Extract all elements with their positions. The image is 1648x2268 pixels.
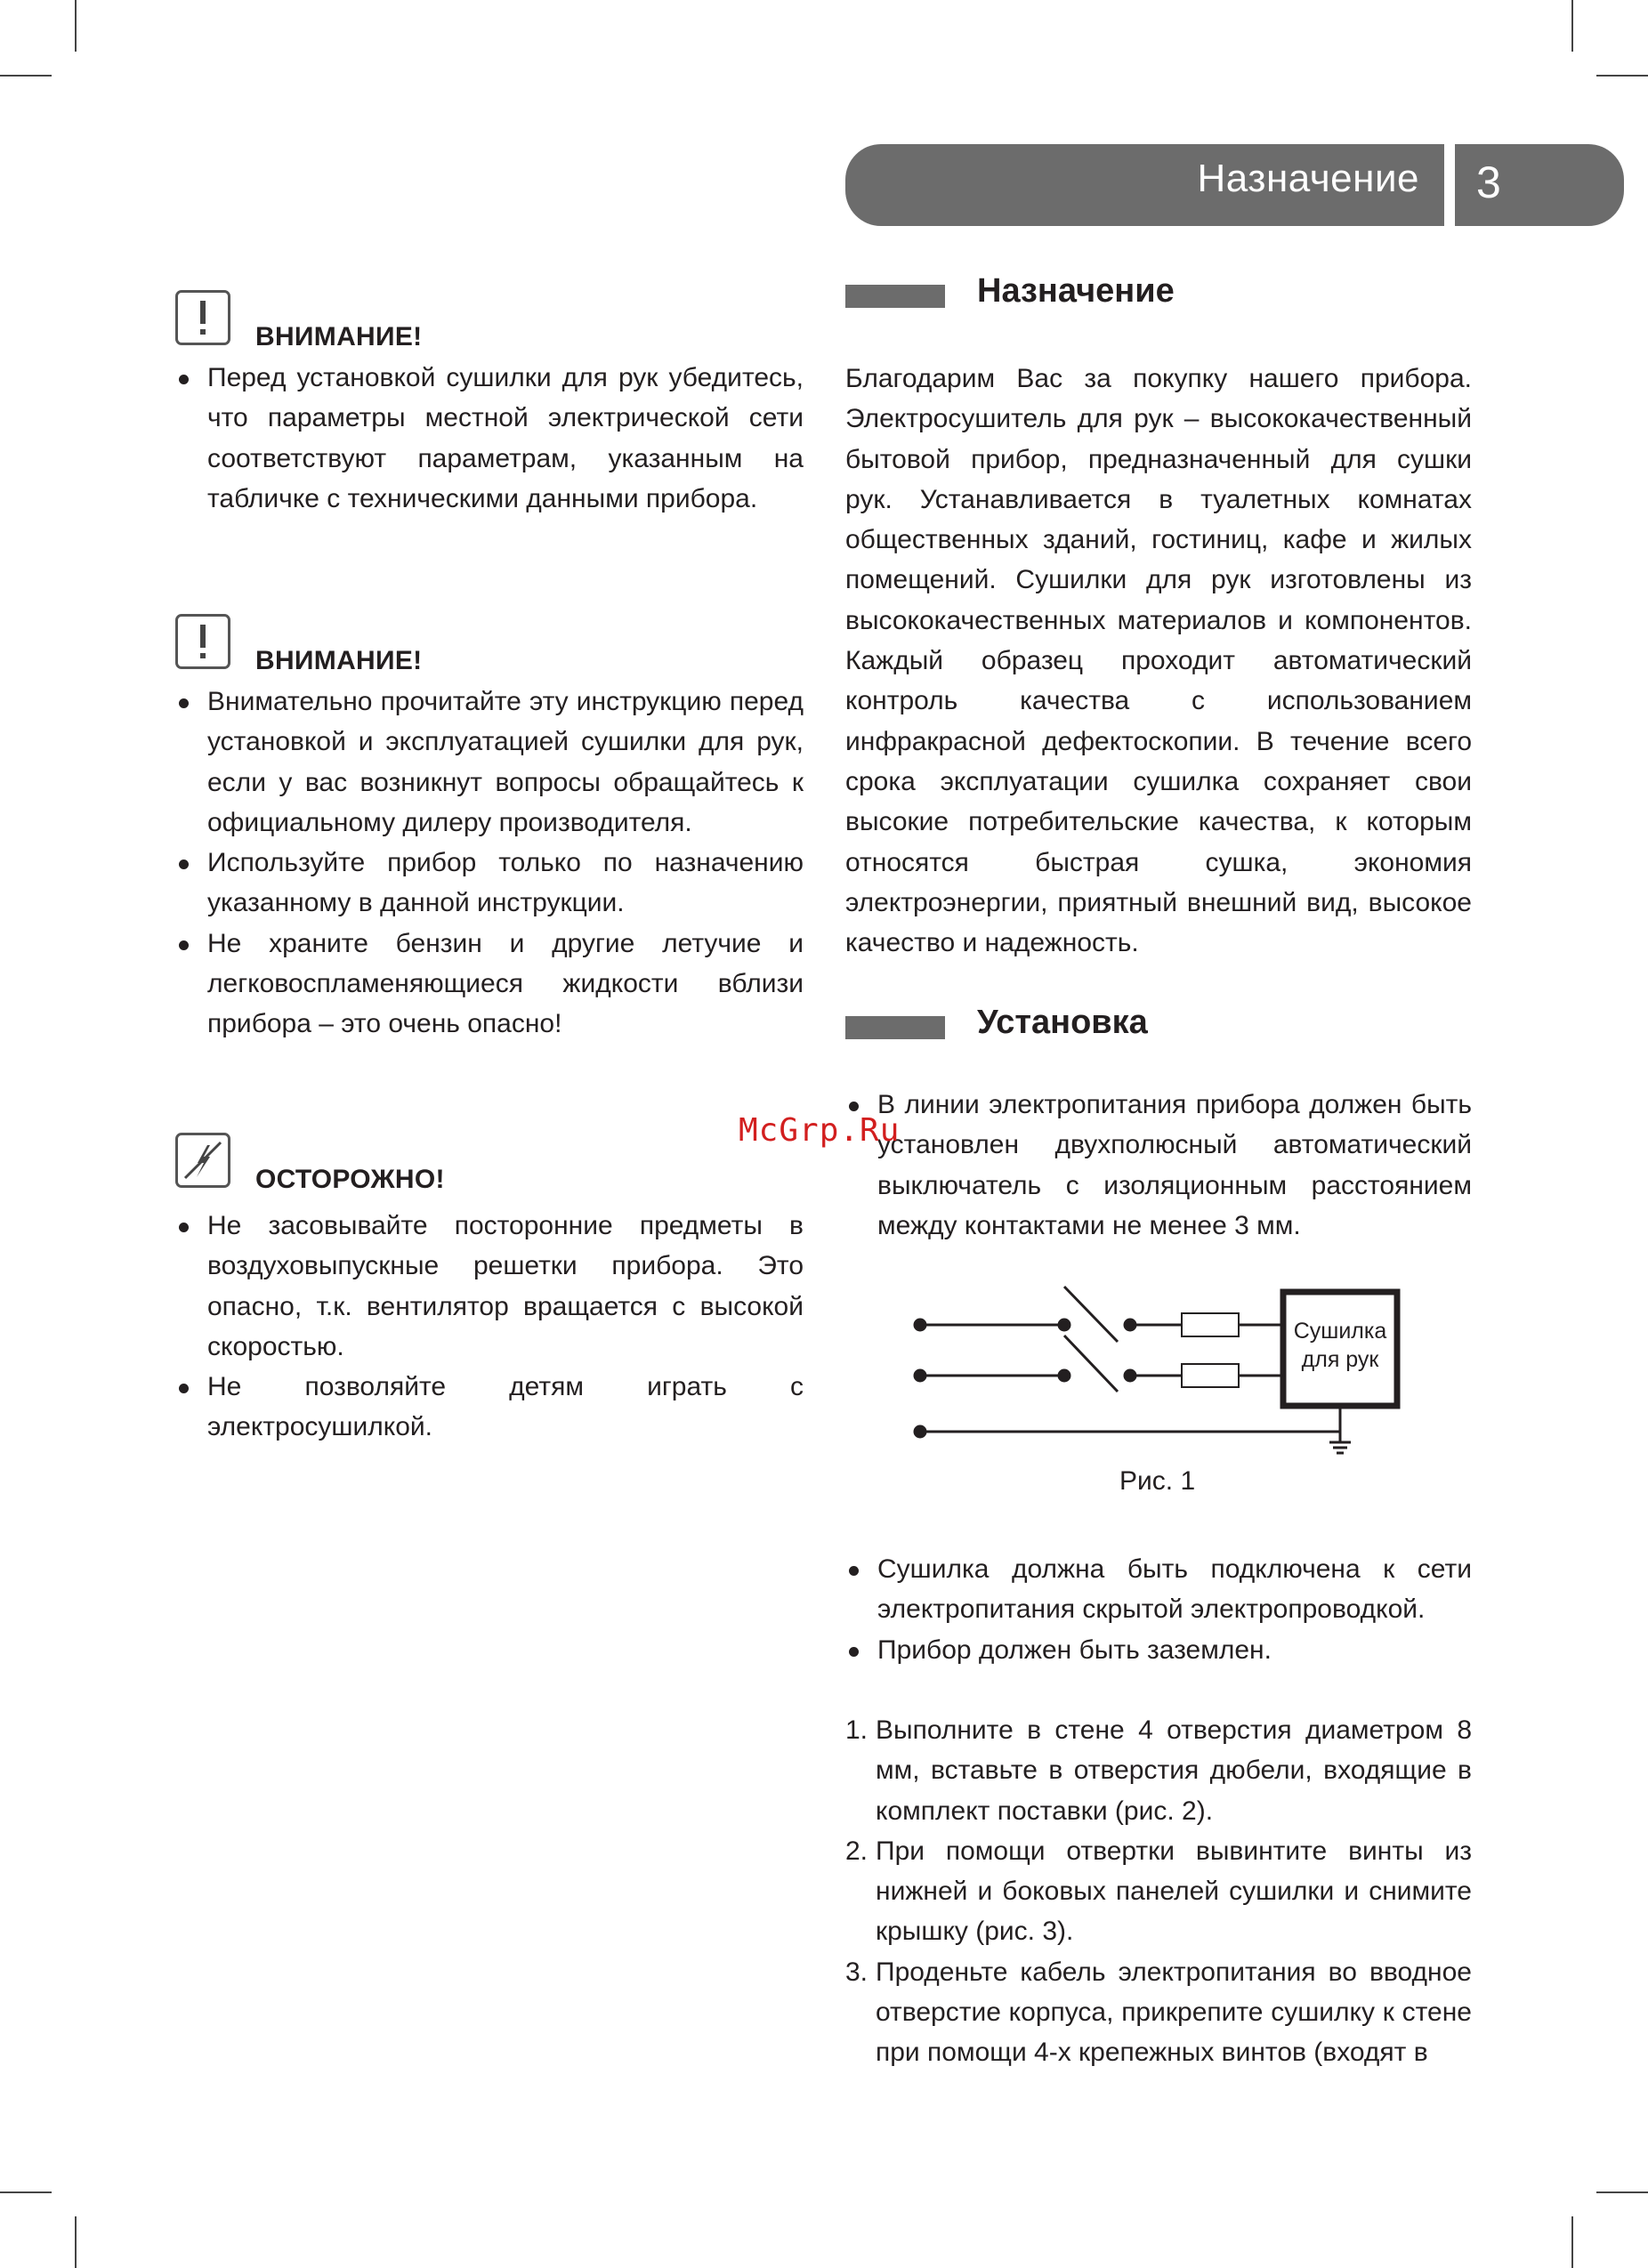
watermark: McGrp.Ru (739, 1112, 901, 1149)
exclamation-icon (175, 614, 230, 669)
purpose-paragraph: Благодарим Вас за покупку нашего прибора. Электросушитель для рук – высококачественный бытовой прибор, предназначенный для сушки рук. Устанавливается в туалетных комнатах общественных зданий, гостиниц, кафе и жилых помещений. Сушилки для рук изготовлены из высококачественных материалов и компонентов. Каждый образец проходит автоматический контроль качества с использованием инфракрасной дефектоскопии. В течение всего срока эксплуатации сушилка сохраняет свои высокие потребительские качества, к которым относятся быстрая сушка, экономия электроэнергии, приятный внешний вид, высокое качество и надежность. (845, 364, 1472, 958)
crop-mark (0, 75, 52, 77)
list-item: Прибор должен быть заземлен. (845, 1630, 1472, 1670)
page-number: 3 (1476, 157, 1501, 207)
step-item (845, 1710, 1472, 1831)
step-text: При помощи отвертки вывинтите винты из нижней и боковых панелей сушилки и снимите крышку (рис. 3). (876, 1836, 1472, 1947)
lightning-icon (175, 1133, 230, 1188)
section-marker (845, 285, 945, 308)
warning-title: ОСТОРОЖНО! (255, 1165, 445, 1194)
list-item: Используйте прибор только по назначению указанному в данной инструкции. (175, 843, 804, 924)
header-section-title: Назначение (1197, 157, 1419, 200)
header-page-tab (1455, 144, 1624, 226)
list-item: Внимательно прочитайте эту инструкцию перед установкой и эксплуатацией сушилки для рук, если у вас возникнут вопросы обращайтесь к официальному дилеру производителя. (175, 682, 804, 843)
switch-blade (1064, 1336, 1118, 1392)
device-label: для рук (1301, 1347, 1379, 1372)
crop-mark (1571, 0, 1573, 52)
step-text: Проденьте кабель электропитания во вводное отверстие корпуса, прикрепите сушилку к стене при помощи 4-х крепежных винтов (входят в (876, 1957, 1472, 2068)
installation-bullet-list-2 (845, 1549, 1472, 1670)
crop-mark (1596, 2191, 1648, 2193)
section-title: Назначение (977, 272, 1175, 310)
exclamation-icon (175, 290, 230, 345)
page-header (845, 144, 1624, 226)
device-label: Сушилка (1293, 1319, 1387, 1344)
wiring-diagram (899, 1272, 1433, 1468)
crop-mark (1571, 2216, 1573, 2268)
list-item: Перед установкой сушилки для рук убедитесь, что параметры местной электрической сети соответствуют параметрам, указанным на табличке с техническими данными прибора. (175, 358, 804, 519)
list-item: Не засовывайте посторонние предметы в воздуховыпускные решетки прибора. Это опасно, т.к. вентилятор вращается с высокой скоростью. (175, 1206, 804, 1367)
list-item: Не позволяйте детям играть с электросушилкой. (175, 1367, 804, 1448)
terminal-dot (1059, 1370, 1070, 1381)
crop-mark (75, 0, 77, 52)
warning-list-1 (175, 358, 804, 519)
crop-mark (0, 2191, 52, 2193)
step-item (845, 1952, 1472, 2073)
section-marker (845, 1016, 945, 1039)
fuse (1182, 1364, 1239, 1387)
step-number: 1. (845, 1715, 868, 1745)
step-number: 2. (845, 1836, 868, 1866)
fuse (1182, 1313, 1239, 1336)
terminal-dot (1059, 1320, 1070, 1330)
step-text: Выполните в стене 4 отверстия диаметром 8 мм, вставьте в отверстия дюбели, входящие в комплект поставки (рис. 2). (876, 1715, 1472, 1826)
header-title-tab (845, 144, 1444, 226)
crop-mark (1596, 75, 1648, 77)
switch-blade (1064, 1287, 1118, 1342)
section-heading-installation (845, 1000, 1472, 1045)
list-item: В линии электропитания прибора должен быть установлен двухполюсный автоматический выключатель с изоляционным расстоянием между контактами не менее 3 мм. (845, 1085, 1472, 1246)
step-item (845, 1831, 1472, 1952)
installation-steps (845, 1710, 1472, 2073)
crop-mark (75, 2216, 77, 2268)
list-item: Сушилка должна быть подключена к сети электропитания скрытой электропроводкой. (845, 1549, 1472, 1630)
figure-caption: Рис. 1 (1119, 1466, 1196, 1496)
list-item: Не храните бензин и другие летучие и легковоспламеняющиеся жидкости вблизи прибора – это очень опасно! (175, 924, 804, 1045)
section-heading-purpose (845, 269, 1472, 313)
step-number: 3. (845, 1957, 868, 1987)
warning-title: ВНИМАНИЕ! (255, 646, 423, 675)
warning-title: ВНИМАНИЕ! (255, 322, 423, 351)
section-title: Установка (977, 1004, 1148, 1041)
warning-list-2 (175, 682, 804, 1045)
warning-list-3 (175, 1206, 804, 1448)
installation-bullet-list-1 (845, 1085, 1472, 1246)
